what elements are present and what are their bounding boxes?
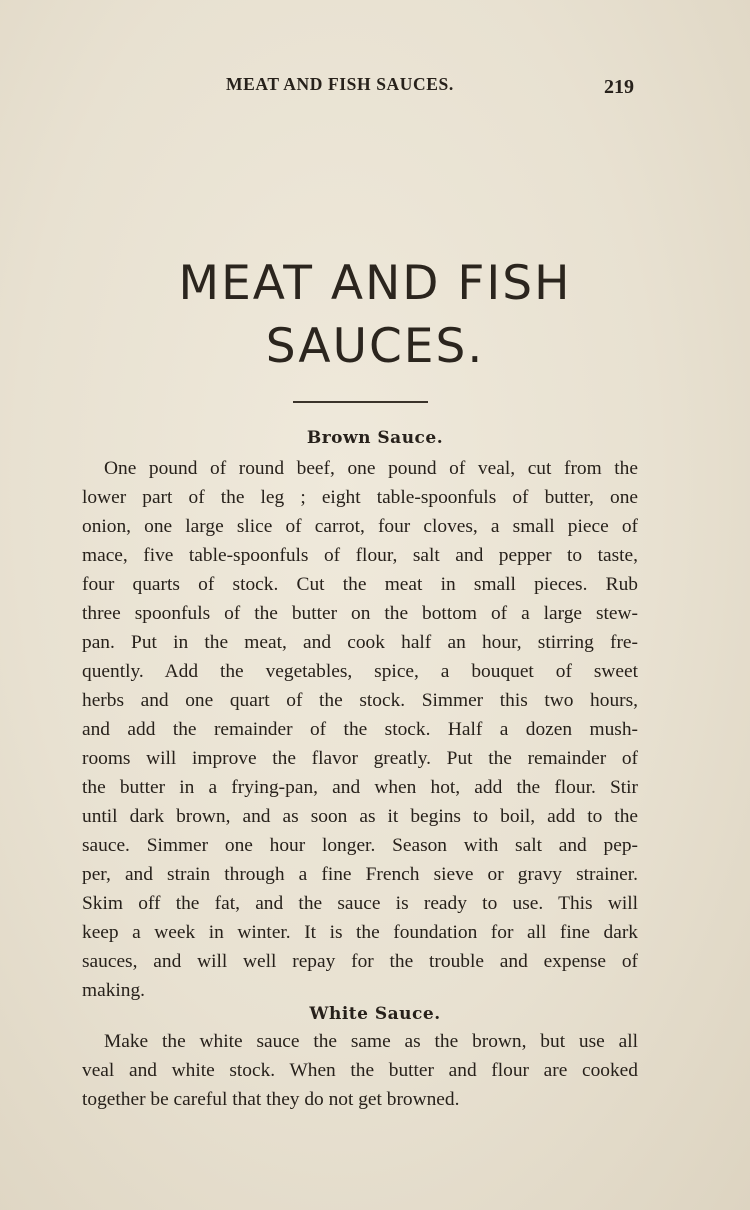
white-sauce-paragraph (82, 1027, 638, 1114)
running-head (0, 74, 750, 100)
text-line: lower part of the leg ; eight table-spoonfuls of butter, one (82, 487, 638, 508)
text-line: and add the remainder of the stock. Half a dozen mush- (82, 719, 638, 740)
chapter-title-line-1: MEAT AND FISH (178, 256, 572, 311)
chapter-title-line-2: SAUCES. (265, 319, 485, 374)
text-line: mace, five table-spoonfuls of flour, salt and pepper to taste, (82, 545, 638, 566)
text-line: three spoonfuls of the butter on the bottom of a large stew- (82, 603, 638, 624)
text-line: quently. Add the vegetables, spice, a bouquet of sweet (82, 661, 638, 682)
brown-sauce-paragraph (82, 454, 638, 1005)
text-line: sauces, and will well repay for the trouble and expense of (82, 951, 638, 972)
text-line: making. (82, 980, 146, 1001)
text-line: sauce. Simmer one hour longer. Season with salt and pep- (82, 835, 638, 856)
text-line: together be careful that they do not get browned. (82, 1089, 460, 1110)
text-line: keep a week in winter. It is the foundation for all fine dark (82, 922, 638, 943)
text-line: veal and white stock. When the butter and flour are cooked (82, 1060, 638, 1081)
page-number: 219 (604, 76, 634, 98)
section-heading-brown-sauce: Brown Sauce. (306, 428, 444, 448)
text-line: herbs and one quart of the stock. Simmer this two hours, (82, 690, 638, 711)
text-line: Skim off the fat, and the sauce is ready to use. This will (82, 893, 638, 914)
text-line: until dark brown, and as soon as it begins to boil, add to the (82, 806, 638, 827)
text-line: onion, one large slice of carrot, four cloves, a small piece of (82, 516, 638, 537)
text-line: Make the white sauce the same as the brown, but use all (104, 1031, 638, 1052)
text-line: rooms will improve the flavor greatly. Put the remainder of (82, 748, 638, 769)
text-line: the butter in a frying-pan, and when hot, add the flour. Stir (82, 777, 638, 798)
chapter-title (0, 252, 750, 378)
text-line: four quarts of stock. Cut the meat in small pieces. Rub (82, 574, 638, 595)
running-title: MEAT AND FISH SAUCES. (226, 74, 454, 94)
text-line: per, and strain through a fine French sieve or gravy strainer. (82, 864, 638, 885)
text-line: pan. Put in the meat, and cook half an hour, stirring fre- (82, 632, 638, 653)
text-line: One pound of round beef, one pound of veal, cut from the (104, 458, 638, 479)
section-heading-white-sauce: White Sauce. (309, 1004, 441, 1024)
title-divider-rule (293, 401, 428, 403)
